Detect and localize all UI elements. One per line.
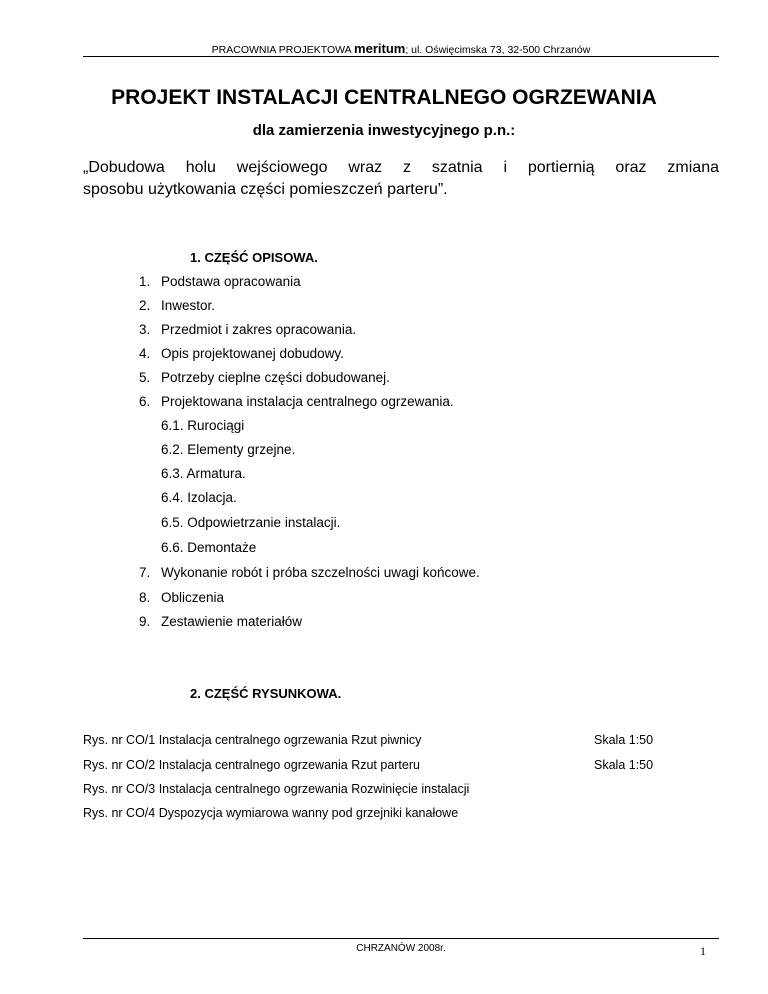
- page-number: 1: [700, 944, 706, 958]
- document-subtitle: dla zamierzenia inwestycyjnego p.n.:: [252, 122, 516, 139]
- toc-item-label: Potrzeby cieplne części dobudowanej.: [161, 370, 390, 385]
- toc-item: [139, 614, 302, 629]
- drawing-scale: Skala 1:50: [594, 758, 654, 772]
- toc-subitem: 6.2. Elementy grzejne.: [161, 442, 296, 457]
- section-1-heading: 1. CZĘŚĆ OPISOWA.: [190, 250, 318, 265]
- drawing-item: Rys. nr CO/2 Instalacja centralnego ogrzewania Rzut parteru: [83, 758, 420, 772]
- toc-item-label: Wykonanie robót i próba szczelności uwagi końcowe.: [161, 565, 480, 580]
- drawing-item: Rys. nr CO/3 Instalacja centralnego ogrzewania Rozwinięcie instalacji: [83, 782, 470, 796]
- toc-item: [139, 322, 356, 337]
- toc-subitem: 6.1. Rurociągi: [161, 418, 245, 433]
- toc-item-number: 4.: [139, 346, 151, 361]
- toc-item-label: Przedmiot i zakres opracowania.: [161, 322, 357, 337]
- toc-item-number: 1.: [139, 274, 151, 289]
- toc-item: [139, 370, 390, 385]
- toc-item: [139, 298, 215, 313]
- toc-item-label: Zestawienie materiałów: [161, 614, 303, 629]
- toc-item: [139, 590, 224, 605]
- toc-item-number: 5.: [139, 370, 151, 385]
- section-2-heading: 2. CZĘŚĆ RYSUNKOWA.: [190, 686, 342, 701]
- toc-item-label: Inwestor.: [161, 298, 216, 313]
- page-header: [83, 41, 719, 56]
- toc-item: [139, 565, 480, 580]
- toc-item: [139, 274, 301, 289]
- header-address: ; ul. Oświęcimska 73, 32-500 Chrzanów: [405, 44, 591, 56]
- toc-item: [139, 394, 454, 409]
- project-description: [83, 157, 719, 201]
- toc-item-label: Projektowana instalacja centralnego ogrzewania.: [161, 394, 454, 409]
- toc-item-number: 2.: [139, 298, 151, 313]
- toc-item-number: 3.: [139, 322, 151, 337]
- header-prefix: PRACOWNIA PROJEKTOWA: [211, 44, 355, 56]
- toc-subitem: 6.3. Armatura.: [161, 466, 246, 481]
- toc-item-number: 8.: [139, 590, 151, 605]
- drawing-item: Rys. nr CO/1 Instalacja centralnego ogrzewania Rzut piwnicy: [83, 733, 422, 747]
- toc-item-label: Obliczenia: [161, 590, 225, 605]
- footer-rule: [83, 938, 719, 939]
- drawing-item: Rys. nr CO/4 Dyspozycja wymiarowa wanny pod grzejniki kanałowe: [83, 806, 459, 820]
- toc-item-number: 9.: [139, 614, 151, 629]
- footer-text: CHRZANÓW 2008r.: [356, 943, 446, 954]
- description-line-2: sposobu użytkowania części pomieszczeń parteru”.: [83, 181, 448, 198]
- header-rule: [83, 56, 719, 57]
- toc-item-number: 7.: [139, 565, 151, 580]
- toc-subitem: 6.4. Izolacja.: [161, 490, 237, 505]
- toc-item: [139, 346, 344, 361]
- toc-item-label: Opis projektowanej dobudowy.: [161, 346, 344, 361]
- toc-item-number: 6.: [139, 394, 151, 409]
- drawing-scale: Skala 1:50: [594, 733, 654, 747]
- document-title: PROJEKT INSTALACJI CENTRALNEGO OGRZEWANIA: [111, 86, 657, 109]
- header-brand: meritum: [354, 41, 406, 56]
- description-line-1: „Dobudowa holu wejściowego wraz z szatnia i portiernią oraz zmiana: [83, 159, 719, 176]
- toc-item-label: Podstawa opracowania: [161, 274, 301, 289]
- toc-subitem: 6.6. Demontaże: [161, 540, 257, 555]
- toc-subitem: 6.5. Odpowietrzanie instalacji.: [161, 515, 341, 530]
